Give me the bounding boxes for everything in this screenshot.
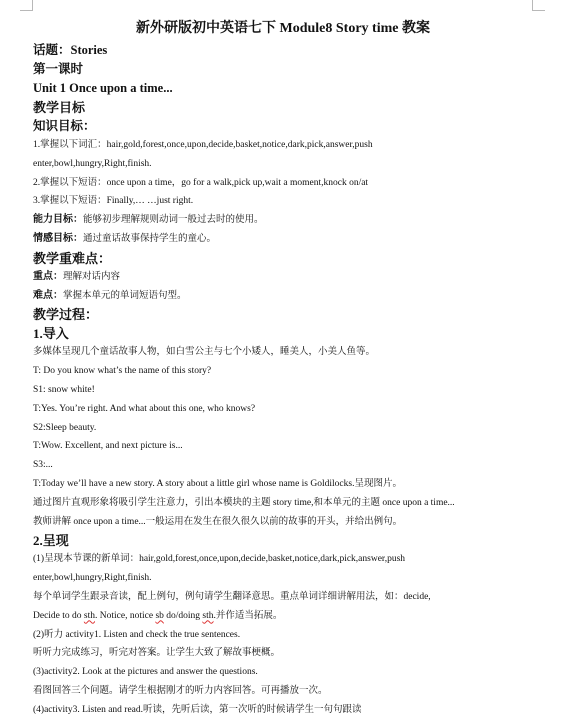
present-line: (3)activity2. Look at the pictures and answer the questions. (33, 667, 258, 678)
key-text: 理解对话内容 (63, 271, 121, 282)
knowledge-heading: 知识目标： (33, 119, 96, 133)
ability-goal (33, 211, 533, 230)
decide-usage-line (33, 607, 533, 626)
intro-line: T: Do you know what’s the name of this story? (33, 366, 212, 377)
intro-line: 教师讲解 once upon a time...一般运用在发生在很久很久以前的故事的开头，并给出例句。 (33, 516, 403, 527)
intro-line: 通过图片直观形象将吸引学生注意力，引出本模块的主题 story time,和本单元的主题 once upon a time... (33, 497, 455, 508)
knowledge-line: enter,bowl,hungry,Right,finish. (33, 158, 152, 169)
intro-line: S3:... (33, 460, 53, 471)
unit-heading: Unit 1 Once upon a time... (33, 81, 173, 95)
spellcheck-word: sth (202, 610, 214, 621)
keypoints-heading: 教学重难点： (33, 250, 112, 266)
present-heading: 2.呈现 (33, 533, 69, 549)
goals-heading: 教学目标 (33, 100, 86, 115)
page-corner-mark (20, 0, 33, 11)
knowledge-line: 2.掌握以下短语：once upon a time，go for a walk,pick up,wait a moment,knock on/at (33, 177, 369, 188)
intro-line: T:Today we’ll have a new story. A story about a little girl whose name is Goldilocks.呈现图片。 (33, 478, 402, 489)
emotion-label: 情感目标： (33, 232, 83, 244)
decide-prefix: Decide to do (33, 610, 84, 621)
decide-mid: . Notice, notice (95, 610, 156, 621)
lesson-heading: 第一课时 (33, 62, 84, 76)
spellcheck-word: sth (83, 610, 96, 621)
intro-line: 多媒体呈现几个童话故事人物，如白雪公主与七个小矮人，睡美人，小美人鱼等。 (33, 347, 376, 358)
topic-heading: 话题：Stories (33, 43, 108, 57)
decide-mid2: do/doing (163, 610, 203, 621)
document-page (33, 18, 533, 720)
intro-heading: 1.导入 (33, 326, 69, 342)
present-line: 每个单词学生跟录音读，配上例句，例句请学生翻译意思。重点单词详细讲解用法，如：decide, (33, 591, 431, 602)
ability-label: 能力目标： (33, 214, 83, 226)
present-line: enter,bowl,hungry,Right,finish. (33, 573, 152, 584)
emotion-text: 通过童话故事保持学生的童心。 (83, 233, 217, 244)
difficult-point (33, 287, 533, 306)
present-line: 听听力完成练习，听完对答案。让学生大致了解故事梗概。 (33, 648, 281, 659)
key-label: 重点： (33, 270, 63, 282)
difficult-label: 难点： (33, 289, 63, 301)
key-point (33, 268, 533, 287)
ability-text: 能够初步理解规则动词一般过去时的使用。 (83, 215, 264, 226)
present-line: (2)听力 activity1. Listen and check the true sentences. (33, 629, 241, 640)
present-line: (1)呈现本节课的新单词：hair,gold,forest,once,upon,decide,basket,notice,dark,pick,answer,push (33, 554, 406, 565)
difficult-text: 掌握本单元的单词短语句型。 (63, 290, 187, 301)
process-heading: 教学过程： (33, 307, 99, 323)
emotion-goal (33, 230, 533, 249)
intro-line: S1: snow white! (33, 384, 95, 395)
intro-line: T:Yes. You’re right. And what about this one, who knows? (33, 403, 256, 414)
present-line: (4)activity3. Listen and read.听读，先听后读，第一次听的时候请学生一句句跟读 (33, 704, 362, 715)
knowledge-line: 1.掌握以下词汇：hair,gold,forest,once,upon,decide,basket,notice,dark,pick,answer,push (33, 140, 373, 150)
knowledge-line: 3.掌握以下短语：Finally,… …just right. (33, 196, 194, 207)
intro-line: T:Wow. Excellent, and next picture is... (33, 441, 183, 452)
spellcheck-word: sb (155, 610, 164, 621)
intro-line: S2:Sleep beauty. (33, 422, 97, 433)
document-title: 新外研版初中英语七下 Module8 Story time 教案 (136, 21, 430, 36)
decide-suffix: .并作适当拓展。 (213, 610, 283, 621)
present-line: 看图回答三个问题。请学生根据刚才的听力内容回答。可再播放一次。 (33, 685, 328, 696)
page-corner-mark (532, 0, 545, 11)
